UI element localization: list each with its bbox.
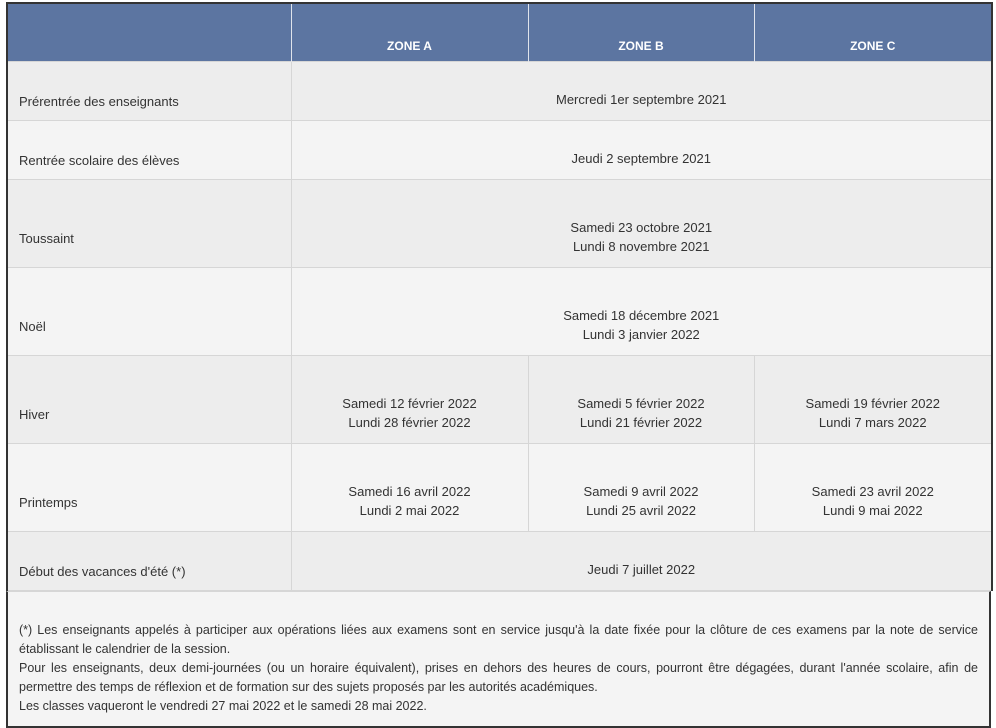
- table-row: [7, 444, 992, 532]
- footnote-training: Pour les enseignants, deux demi-journées (ou un horaire équivalent), prises en dehors des heures de cours, pourront être dégagées, durant l'année scolaire, afin de permettre des temps de réflexion et de formation sur des sujets proposés par les autorités académiques.: [19, 661, 978, 694]
- row-label: Toussaint: [7, 180, 291, 268]
- header-zone-a: ZONE A: [291, 3, 528, 62]
- date-all-zones: [291, 62, 992, 121]
- end-date: Lundi 25 avril 2022: [586, 503, 696, 518]
- end-date: Lundi 8 novembre 2021: [572, 239, 710, 254]
- table-row: [7, 356, 992, 444]
- start-date: Samedi 23 avril 2022: [811, 484, 934, 499]
- row-label: Début des vacances d'été (*): [7, 532, 291, 591]
- table-row: [7, 121, 992, 180]
- row-label: Printemps: [7, 444, 291, 532]
- footnote-bridge-days: Les classes vaqueront le vendredi 27 mai 2022 et le samedi 28 mai 2022.: [19, 699, 427, 713]
- date-zone-b: [528, 444, 754, 532]
- header-zone-c: ZONE C: [754, 3, 992, 62]
- school-calendar: [6, 2, 991, 728]
- start-date: Samedi 19 février 2022: [805, 396, 940, 411]
- header-row: [7, 3, 992, 62]
- date-zone-a: [291, 444, 528, 532]
- start-date: Samedi 16 avril 2022: [348, 484, 471, 499]
- end-date: Lundi 9 mai 2022: [822, 503, 923, 518]
- table-row: [7, 62, 992, 121]
- start-date: Samedi 12 février 2022: [342, 396, 477, 411]
- end-date: Lundi 21 février 2022: [579, 415, 703, 430]
- calendar-table: [6, 2, 993, 591]
- date-all-zones: [291, 268, 992, 356]
- date-zone-c: [754, 356, 992, 444]
- header-empty: [7, 3, 291, 62]
- table-row: [7, 532, 992, 591]
- date-all-zones: [291, 121, 992, 180]
- start-date: Samedi 9 avril 2022: [583, 484, 699, 499]
- start-date: Samedi 5 février 2022: [577, 396, 705, 411]
- footnote-exams: (*) Les enseignants appelés à participer aux opérations liées aux examens sont en service jusqu'à la date fixée pour la clôture de ces examens par la note de service établissant le calendrier de la session.: [19, 623, 978, 656]
- header-zone-b: ZONE B: [528, 3, 754, 62]
- end-date: Lundi 2 mai 2022: [359, 503, 460, 518]
- date-all-zones: [291, 532, 992, 591]
- row-label: Rentrée scolaire des élèves: [7, 121, 291, 180]
- start-date: Samedi 18 décembre 2021: [563, 308, 720, 323]
- date-text: Mercredi 1er septembre 2021: [555, 92, 727, 107]
- footnote: [6, 591, 991, 728]
- date-text: Jeudi 7 juillet 2022: [587, 562, 696, 577]
- date-zone-c: [754, 444, 992, 532]
- date-zone-b: [528, 356, 754, 444]
- start-date: Samedi 23 octobre 2021: [570, 220, 713, 235]
- date-text: Jeudi 2 septembre 2021: [571, 151, 711, 166]
- end-date: Lundi 3 janvier 2022: [582, 327, 700, 342]
- table-row: [7, 180, 992, 268]
- row-label: Prérentrée des enseignants: [7, 62, 291, 121]
- end-date: Lundi 28 février 2022: [348, 415, 471, 430]
- date-zone-a: [291, 356, 528, 444]
- row-label: Noël: [7, 268, 291, 356]
- end-date: Lundi 7 mars 2022: [818, 415, 927, 430]
- row-label: Hiver: [7, 356, 291, 444]
- table-row: [7, 268, 992, 356]
- date-all-zones: [291, 180, 992, 268]
